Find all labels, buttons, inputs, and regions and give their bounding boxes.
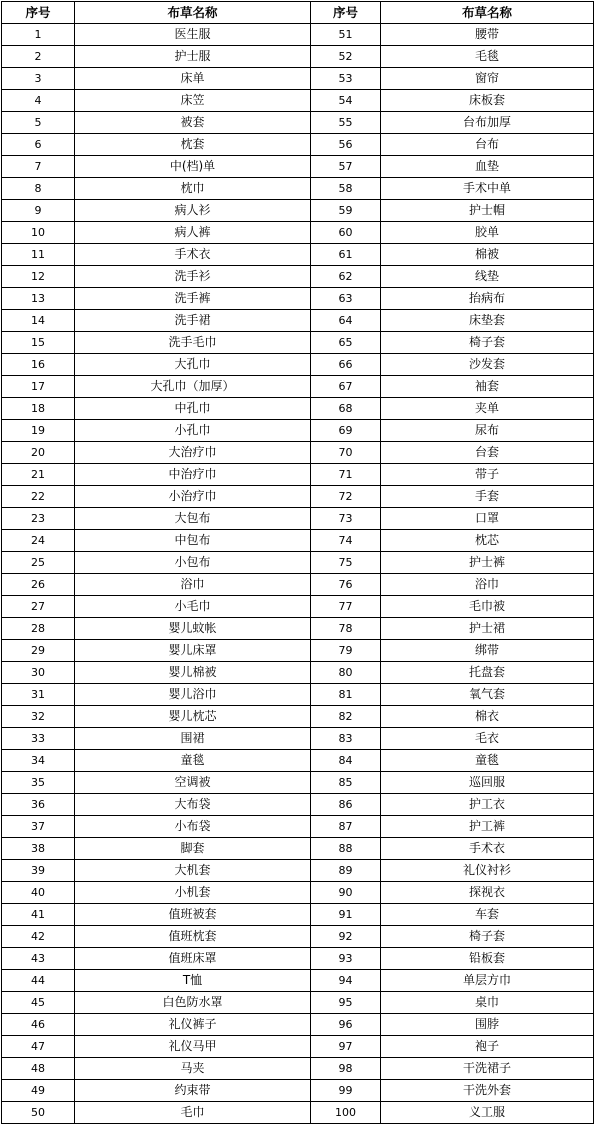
item-name-cell-left: 小孔巾 [75, 420, 311, 442]
serial-cell-left: 14 [2, 310, 75, 332]
item-name-cell-left: 医生服 [75, 24, 311, 46]
item-name-cell-left: 洗手裤 [75, 288, 311, 310]
serial-cell-left: 23 [2, 508, 75, 530]
serial-cell-left: 2 [2, 46, 75, 68]
table-row [2, 156, 594, 178]
table-row [2, 398, 594, 420]
item-name-cell-left: 洗手裙 [75, 310, 311, 332]
serial-cell-right: 82 [311, 706, 381, 728]
item-name-cell-right: 枕芯 [381, 530, 594, 552]
serial-cell-left: 32 [2, 706, 75, 728]
header-name-left: 布草名称 [75, 2, 311, 24]
item-name-cell-left: 大包布 [75, 508, 311, 530]
item-name-cell-left: 中孔巾 [75, 398, 311, 420]
item-name-cell-left: 婴儿床罩 [75, 640, 311, 662]
table-row [2, 596, 594, 618]
item-name-cell-left: 值班枕套 [75, 926, 311, 948]
serial-cell-right: 91 [311, 904, 381, 926]
item-name-cell-right: 围脖 [381, 1014, 594, 1036]
serial-cell-left: 34 [2, 750, 75, 772]
serial-cell-right: 68 [311, 398, 381, 420]
item-name-cell-left: 病人衫 [75, 200, 311, 222]
item-name-cell-left: 值班被套 [75, 904, 311, 926]
item-name-cell-right: 护士裤 [381, 552, 594, 574]
serial-cell-left: 47 [2, 1036, 75, 1058]
table-row [2, 46, 594, 68]
serial-cell-left: 1 [2, 24, 75, 46]
item-name-cell-right: 托盘套 [381, 662, 594, 684]
serial-cell-right: 65 [311, 332, 381, 354]
serial-cell-right: 95 [311, 992, 381, 1014]
serial-cell-left: 30 [2, 662, 75, 684]
serial-cell-left: 48 [2, 1058, 75, 1080]
table-row [2, 838, 594, 860]
serial-cell-left: 41 [2, 904, 75, 926]
item-name-cell-left: 床单 [75, 68, 311, 90]
serial-cell-left: 38 [2, 838, 75, 860]
item-name-cell-right: 台布 [381, 134, 594, 156]
serial-cell-right: 94 [311, 970, 381, 992]
serial-cell-right: 56 [311, 134, 381, 156]
serial-cell-left: 16 [2, 354, 75, 376]
serial-cell-right: 100 [311, 1102, 381, 1124]
item-name-cell-left: 中包布 [75, 530, 311, 552]
serial-cell-left: 4 [2, 90, 75, 112]
table-row [2, 970, 594, 992]
serial-cell-right: 64 [311, 310, 381, 332]
item-name-cell-right: 抬病布 [381, 288, 594, 310]
item-name-cell-right: 桌巾 [381, 992, 594, 1014]
item-name-cell-left: 大孔巾 [75, 354, 311, 376]
serial-cell-left: 17 [2, 376, 75, 398]
item-name-cell-left: 婴儿蚊帐 [75, 618, 311, 640]
header-name-right: 布草名称 [381, 2, 594, 24]
item-name-cell-left: 洗手毛巾 [75, 332, 311, 354]
item-name-cell-right: 尿布 [381, 420, 594, 442]
table-row [2, 640, 594, 662]
table-row [2, 420, 594, 442]
serial-cell-right: 93 [311, 948, 381, 970]
item-name-cell-right: 童毯 [381, 750, 594, 772]
serial-cell-right: 72 [311, 486, 381, 508]
table-row [2, 860, 594, 882]
item-name-cell-right: 铅板套 [381, 948, 594, 970]
item-name-cell-left: 洗手衫 [75, 266, 311, 288]
item-name-cell-left: 大孔巾（加厚） [75, 376, 311, 398]
item-name-cell-left: 小机套 [75, 882, 311, 904]
serial-cell-left: 29 [2, 640, 75, 662]
serial-cell-left: 46 [2, 1014, 75, 1036]
serial-cell-right: 73 [311, 508, 381, 530]
table-row [2, 662, 594, 684]
item-name-cell-left: 被套 [75, 112, 311, 134]
header-row [2, 2, 594, 24]
table-row [2, 90, 594, 112]
table-row [2, 772, 594, 794]
serial-cell-right: 80 [311, 662, 381, 684]
serial-cell-left: 36 [2, 794, 75, 816]
item-name-cell-left: 大治疗巾 [75, 442, 311, 464]
table-row [2, 442, 594, 464]
item-name-cell-right: 手术中单 [381, 178, 594, 200]
linen-table [1, 1, 594, 1124]
serial-cell-right: 85 [311, 772, 381, 794]
serial-cell-right: 88 [311, 838, 381, 860]
serial-cell-left: 8 [2, 178, 75, 200]
serial-cell-left: 6 [2, 134, 75, 156]
serial-cell-left: 26 [2, 574, 75, 596]
item-name-cell-left: 中治疗巾 [75, 464, 311, 486]
item-name-cell-right: 台布加厚 [381, 112, 594, 134]
item-name-cell-right: 窗帘 [381, 68, 594, 90]
item-name-cell-right: 袖套 [381, 376, 594, 398]
serial-cell-left: 49 [2, 1080, 75, 1102]
table-row [2, 794, 594, 816]
table-row [2, 1080, 594, 1102]
table-row [2, 354, 594, 376]
serial-cell-right: 87 [311, 816, 381, 838]
table-row [2, 486, 594, 508]
item-name-cell-left: 床笠 [75, 90, 311, 112]
serial-cell-right: 70 [311, 442, 381, 464]
serial-cell-left: 7 [2, 156, 75, 178]
item-name-cell-right: 血垫 [381, 156, 594, 178]
item-name-cell-left: 大布袋 [75, 794, 311, 816]
serial-cell-right: 79 [311, 640, 381, 662]
table-row [2, 200, 594, 222]
item-name-cell-right: 沙发套 [381, 354, 594, 376]
serial-cell-left: 13 [2, 288, 75, 310]
serial-cell-right: 51 [311, 24, 381, 46]
item-name-cell-left: 毛巾 [75, 1102, 311, 1124]
serial-cell-left: 3 [2, 68, 75, 90]
item-name-cell-right: 棉被 [381, 244, 594, 266]
table-row [2, 926, 594, 948]
serial-cell-right: 53 [311, 68, 381, 90]
serial-cell-left: 37 [2, 816, 75, 838]
table-row [2, 1014, 594, 1036]
item-name-cell-left: 病人裤 [75, 222, 311, 244]
serial-cell-left: 15 [2, 332, 75, 354]
serial-cell-left: 18 [2, 398, 75, 420]
item-name-cell-left: 礼仪裤子 [75, 1014, 311, 1036]
serial-cell-right: 99 [311, 1080, 381, 1102]
serial-cell-right: 90 [311, 882, 381, 904]
serial-cell-left: 39 [2, 860, 75, 882]
item-name-cell-left: 护士服 [75, 46, 311, 68]
item-name-cell-right: 胶单 [381, 222, 594, 244]
item-name-cell-right: 毛毯 [381, 46, 594, 68]
item-name-cell-right: 线垫 [381, 266, 594, 288]
table-row [2, 310, 594, 332]
serial-cell-right: 83 [311, 728, 381, 750]
table-row [2, 178, 594, 200]
item-name-cell-right: 手术衣 [381, 838, 594, 860]
item-name-cell-right: 毛巾被 [381, 596, 594, 618]
table-row [2, 816, 594, 838]
serial-cell-right: 74 [311, 530, 381, 552]
serial-cell-right: 86 [311, 794, 381, 816]
item-name-cell-left: 枕套 [75, 134, 311, 156]
item-name-cell-right: 棉衣 [381, 706, 594, 728]
item-name-cell-right: 床垫套 [381, 310, 594, 332]
serial-cell-left: 40 [2, 882, 75, 904]
item-name-cell-right: 氧气套 [381, 684, 594, 706]
serial-cell-right: 54 [311, 90, 381, 112]
item-name-cell-left: 童毯 [75, 750, 311, 772]
item-name-cell-right: 腰带 [381, 24, 594, 46]
table-row [2, 222, 594, 244]
item-name-cell-right: 义工服 [381, 1102, 594, 1124]
serial-cell-right: 63 [311, 288, 381, 310]
table-row [2, 574, 594, 596]
item-name-cell-right: 巡回服 [381, 772, 594, 794]
serial-cell-right: 52 [311, 46, 381, 68]
item-name-cell-right: 礼仪衬衫 [381, 860, 594, 882]
serial-cell-left: 35 [2, 772, 75, 794]
serial-cell-left: 22 [2, 486, 75, 508]
item-name-cell-right: 带子 [381, 464, 594, 486]
item-name-cell-left: T恤 [75, 970, 311, 992]
serial-cell-right: 71 [311, 464, 381, 486]
table-row [2, 24, 594, 46]
table-row [2, 1058, 594, 1080]
table-row [2, 376, 594, 398]
serial-cell-right: 59 [311, 200, 381, 222]
serial-cell-right: 62 [311, 266, 381, 288]
table-row [2, 948, 594, 970]
serial-cell-left: 42 [2, 926, 75, 948]
serial-cell-left: 5 [2, 112, 75, 134]
table-row [2, 1102, 594, 1124]
serial-cell-left: 27 [2, 596, 75, 618]
item-name-cell-right: 单层方巾 [381, 970, 594, 992]
serial-cell-right: 77 [311, 596, 381, 618]
item-name-cell-left: 小治疗巾 [75, 486, 311, 508]
table-row [2, 552, 594, 574]
serial-cell-left: 31 [2, 684, 75, 706]
header-serial-left: 序号 [2, 2, 75, 24]
item-name-cell-left: 中(档)单 [75, 156, 311, 178]
item-name-cell-right: 袍子 [381, 1036, 594, 1058]
item-name-cell-right: 护士帽 [381, 200, 594, 222]
item-name-cell-left: 空调被 [75, 772, 311, 794]
item-name-cell-right: 毛衣 [381, 728, 594, 750]
item-name-cell-left: 手术衣 [75, 244, 311, 266]
serial-cell-right: 57 [311, 156, 381, 178]
item-name-cell-left: 约束带 [75, 1080, 311, 1102]
table-row [2, 882, 594, 904]
item-name-cell-left: 礼仪马甲 [75, 1036, 311, 1058]
serial-cell-left: 33 [2, 728, 75, 750]
serial-cell-left: 50 [2, 1102, 75, 1124]
table-header [2, 2, 594, 24]
item-name-cell-left: 小包布 [75, 552, 311, 574]
item-name-cell-left: 脚套 [75, 838, 311, 860]
item-name-cell-right: 护工裤 [381, 816, 594, 838]
item-name-cell-left: 婴儿枕芯 [75, 706, 311, 728]
item-name-cell-right: 护工衣 [381, 794, 594, 816]
serial-cell-right: 78 [311, 618, 381, 640]
serial-cell-right: 98 [311, 1058, 381, 1080]
table-row [2, 684, 594, 706]
item-name-cell-left: 婴儿棉被 [75, 662, 311, 684]
table-row [2, 508, 594, 530]
serial-cell-left: 24 [2, 530, 75, 552]
serial-cell-left: 28 [2, 618, 75, 640]
item-name-cell-left: 婴儿浴巾 [75, 684, 311, 706]
serial-cell-right: 92 [311, 926, 381, 948]
table-row [2, 288, 594, 310]
serial-cell-left: 20 [2, 442, 75, 464]
serial-cell-left: 45 [2, 992, 75, 1014]
item-name-cell-left: 马夹 [75, 1058, 311, 1080]
serial-cell-right: 97 [311, 1036, 381, 1058]
item-name-cell-right: 手套 [381, 486, 594, 508]
serial-cell-left: 19 [2, 420, 75, 442]
item-name-cell-left: 枕巾 [75, 178, 311, 200]
table-row [2, 68, 594, 90]
serial-cell-right: 89 [311, 860, 381, 882]
table-row [2, 464, 594, 486]
serial-cell-right: 81 [311, 684, 381, 706]
table-row [2, 750, 594, 772]
serial-cell-right: 96 [311, 1014, 381, 1036]
item-name-cell-right: 台套 [381, 442, 594, 464]
table-row [2, 706, 594, 728]
serial-cell-left: 10 [2, 222, 75, 244]
item-name-cell-left: 围裙 [75, 728, 311, 750]
table-row [2, 530, 594, 552]
table-row [2, 618, 594, 640]
serial-cell-left: 12 [2, 266, 75, 288]
serial-cell-left: 44 [2, 970, 75, 992]
table-row [2, 266, 594, 288]
header-serial-right: 序号 [311, 2, 381, 24]
item-name-cell-right: 夹单 [381, 398, 594, 420]
table-row [2, 332, 594, 354]
item-name-cell-left: 浴巾 [75, 574, 311, 596]
serial-cell-right: 69 [311, 420, 381, 442]
item-name-cell-left: 大机套 [75, 860, 311, 882]
item-name-cell-right: 绑带 [381, 640, 594, 662]
serial-cell-right: 66 [311, 354, 381, 376]
table-row [2, 728, 594, 750]
item-name-cell-left: 值班床罩 [75, 948, 311, 970]
table-row [2, 904, 594, 926]
item-name-cell-right: 车套 [381, 904, 594, 926]
serial-cell-right: 84 [311, 750, 381, 772]
table-row [2, 992, 594, 1014]
serial-cell-right: 76 [311, 574, 381, 596]
table-body [2, 24, 594, 1124]
item-name-cell-right: 椅子套 [381, 332, 594, 354]
item-name-cell-left: 小布袋 [75, 816, 311, 838]
serial-cell-right: 58 [311, 178, 381, 200]
serial-cell-left: 21 [2, 464, 75, 486]
serial-cell-left: 9 [2, 200, 75, 222]
table-row [2, 1036, 594, 1058]
item-name-cell-right: 护士裙 [381, 618, 594, 640]
serial-cell-right: 55 [311, 112, 381, 134]
item-name-cell-right: 探视衣 [381, 882, 594, 904]
serial-cell-right: 60 [311, 222, 381, 244]
item-name-cell-right: 干洗裙子 [381, 1058, 594, 1080]
table-row [2, 134, 594, 156]
table-row [2, 244, 594, 266]
item-name-cell-right: 干洗外套 [381, 1080, 594, 1102]
serial-cell-right: 75 [311, 552, 381, 574]
table-row [2, 112, 594, 134]
item-name-cell-right: 浴巾 [381, 574, 594, 596]
serial-cell-left: 25 [2, 552, 75, 574]
serial-cell-right: 67 [311, 376, 381, 398]
serial-cell-left: 11 [2, 244, 75, 266]
serial-cell-right: 61 [311, 244, 381, 266]
item-name-cell-right: 口罩 [381, 508, 594, 530]
item-name-cell-right: 椅子套 [381, 926, 594, 948]
item-name-cell-left: 白色防水罩 [75, 992, 311, 1014]
serial-cell-left: 43 [2, 948, 75, 970]
item-name-cell-left: 小毛巾 [75, 596, 311, 618]
item-name-cell-right: 床板套 [381, 90, 594, 112]
